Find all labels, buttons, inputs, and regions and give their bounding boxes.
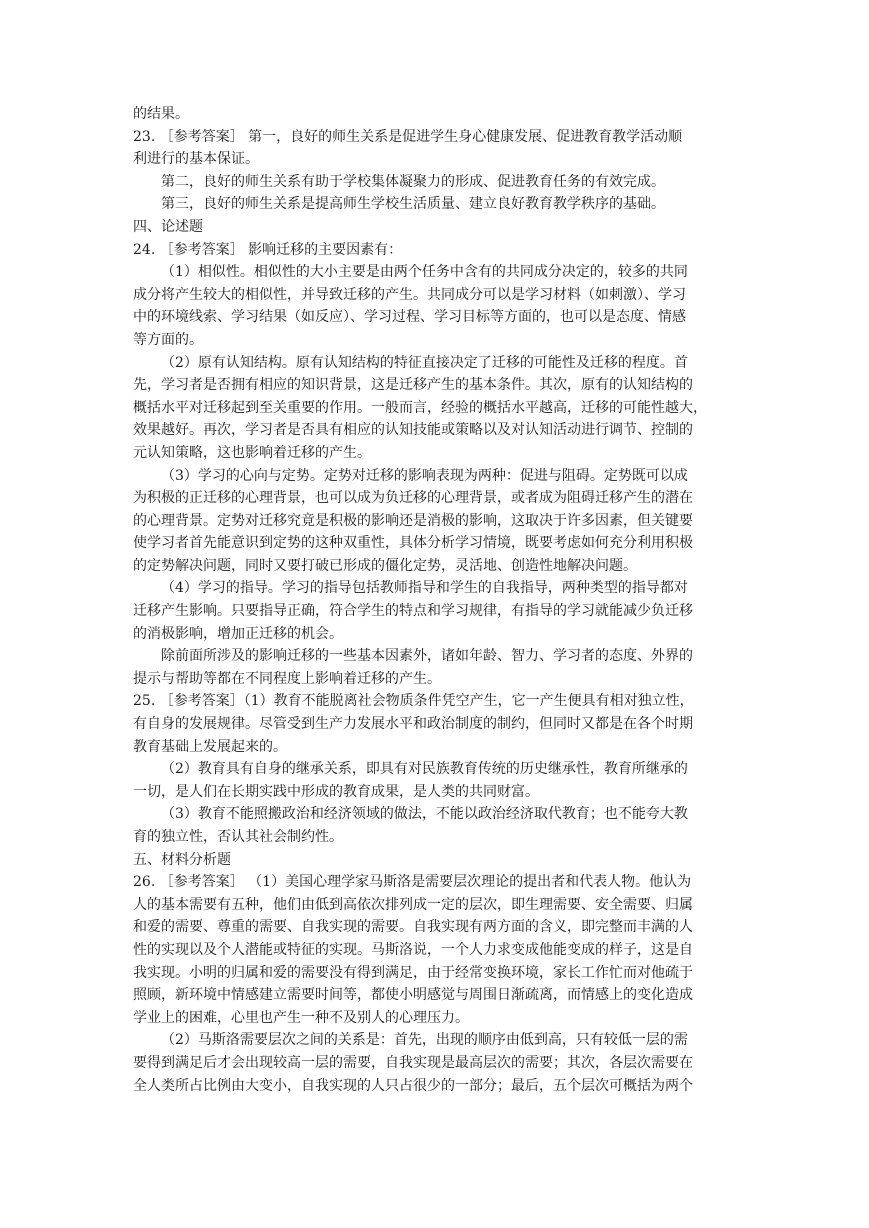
paragraph-line: 全人类所占比例由大变小，自我实现的人只占很少的一部分；最后，五个层次可概括为两个 <box>133 1077 693 1094</box>
paragraph-line: 的定势解决问题，同时又要打破已形成的僵化定势，灵活地、创造性地解决问题。 <box>133 557 637 574</box>
paragraph-line: 和爱的需要、尊重的需要、自我实现的需要。自我实现有两方面的含义，即完整而丰满的人 <box>133 919 693 936</box>
paragraph-line: 元认知策略，这也影响着迁移的产生。 <box>133 444 371 461</box>
section-heading: 四、论述题 <box>133 218 203 235</box>
paragraph <box>133 645 753 690</box>
paragraph-line: （2）教育具有自身的继承关系，即具有对民族教育传统的历史继承性，教育所继承的 <box>161 761 688 778</box>
paragraph-line: 人的基本需要有五种，他们由低到高依次排列成一定的层次，即生理需要、安全需要、归属 <box>133 896 693 913</box>
paragraph-line: 有自身的发展规律。尽管受到生产力发展水平和政治制度的制约，但同时又都是在各个时期 <box>133 716 693 733</box>
paragraph-line: （4）学习的指导。学习的指导包括教师指导和学生的自我指导，两种类型的指导都对 <box>161 580 688 597</box>
paragraph-line: 除前面所涉及的影响迁移的一些基本因素外，诸如年龄、智力、学习者的态度、外界的 <box>161 648 693 665</box>
paragraph-line: 24. ［参考答案］ 影响迁移的主要因素有： <box>133 241 403 258</box>
paragraph-line: 25. ［参考答案］（1）教育不能脱离社会物质条件凭空产生，它一产生便具有相对独立性， <box>133 693 694 710</box>
paragraph <box>133 261 753 351</box>
text-line: 的结果。 <box>133 106 189 122</box>
paragraph-line: 成分将产生较大的相似性，并导致迁移的产生。共同成分可以是学习材料（如刺激）、学习 <box>133 286 686 303</box>
paragraph-line: 的消极影响，增加正迁移的机会。 <box>133 625 343 642</box>
paragraph-line: 利进行的基本保证。 <box>133 151 259 168</box>
paragraph-line: 第三，良好的师生关系是提高师生学校生活质量、建立良好教育教学秩序的基础。 <box>161 196 665 213</box>
paragraph-line: 迁移产生影响。只要指导正确，符合学生的特点和学习规律，有指导的学习就能减少负迁移 <box>133 603 693 620</box>
paragraph-line: 效果越好。再次，学习者是否具有相应的认知技能或策略以及对认知活动进行调节、控制的 <box>133 422 693 439</box>
paragraph-line: 26. ［参考答案］ （1）美国心理学家马斯洛是需要层次理论的提出者和代表人物。他认为 <box>133 874 692 891</box>
paragraph-line: 我实现。小明的归属和爱的需要没有得到满足，由于经常变换环境，家长工作忙而对他疏于 <box>133 964 693 981</box>
paragraph-line: （3）教育不能照搬政治和经济领域的做法，不能以政治经济取代教育；也不能夸大教 <box>161 806 688 823</box>
paragraph <box>133 352 753 465</box>
paragraph-line: 先，学习者是否拥有相应的知识背景，这是迁移产生的基本条件。其次，原有的认知结构的 <box>133 377 693 394</box>
paragraph <box>133 239 753 262</box>
paragraph <box>133 577 753 645</box>
paragraph-line: 第二，良好的师生关系有助于学校集体凝聚力的形成、促进教育任务的有效完成。 <box>161 173 665 190</box>
document-page <box>133 103 753 1097</box>
paragraph <box>133 126 753 171</box>
paragraph <box>133 171 753 194</box>
paragraph <box>133 871 753 1029</box>
paragraph-line: 中的环境线索、学习结果（如反应）、学习过程、学习目标等方面的，也可以是态度、情感 <box>133 309 686 326</box>
paragraph-line: 23. ［参考答案］ 第一，良好的师生关系是促进学生身心健康发展、促进教育教学活动顺 <box>133 128 683 145</box>
paragraph-line: 性的实现以及个人潜能或特征的实现。马斯洛说，一个人力求变成他能变成的样子，这是自 <box>133 941 693 958</box>
paragraph <box>133 465 753 578</box>
paragraph-line: 一切，是人们在长期实践中形成的教育成果，是人类的共同财富。 <box>133 783 539 800</box>
paragraph <box>133 690 753 758</box>
paragraph-line: 使学习者首先能意识到定势的这种双重性，具体分析学习情境，既要考虑如何充分利用积极 <box>133 535 693 552</box>
paragraph-line: 照顾，新环境中情感建立需要时间等，都使小明感觉与周围日渐疏离，而情感上的变化造成 <box>133 987 693 1004</box>
section-heading: 五、材料分析题 <box>133 851 231 868</box>
paragraph <box>133 1029 753 1097</box>
paragraph-line: （2）马斯洛需要层次之间的关系是：首先，出现的顺序由低到高，只有较低一层的需 <box>161 1032 688 1049</box>
paragraph-line: 要得到满足后才会出现较高一层的需要，自我实现是最高层次的需要；其次，各层次需要在 <box>133 1054 693 1071</box>
paragraph-line: 等方面的。 <box>133 331 203 348</box>
paragraph <box>133 803 753 848</box>
paragraph-line: （2）原有认知结构。原有认知结构的特征直接决定了迁移的可能性及迁移的程度。首 <box>161 354 688 371</box>
paragraph-line: 教育基础上发展起来的。 <box>133 738 287 755</box>
paragraph-line: （3）学习的心向与定势。定势对迁移的影响表现为两种：促进与阻碍。定势既可以成 <box>161 467 688 484</box>
paragraph <box>133 758 753 803</box>
paragraph-line: 学业上的困难，心里也产生一种不及别人的心理压力。 <box>133 1009 469 1026</box>
paragraph-line: 提示与帮助等都在不同程度上影响着迁移的产生。 <box>133 670 441 687</box>
paragraph <box>133 193 753 216</box>
paragraph-line: 育的独立性，否认其社会制约性。 <box>133 829 343 845</box>
paragraph-line: 概括水平对迁移起到至关重要的作用。一般而言，经验的概括水平越高，迁移的可能性越大， <box>133 399 707 416</box>
paragraph-line: 为积极的正迁移的心理背景，也可以成为负迁移的心理背景，或者成为阻碍迁移产生的潜在 <box>133 490 693 507</box>
paragraph-line: 的心理背景。定势对迁移究竟是积极的影响还是消极的影响，这取决于许多因素，但关键要 <box>133 512 693 529</box>
paragraph-line: （1）相似性。相似性的大小主要是由两个任务中含有的共同成分决定的，较多的共同 <box>161 264 688 281</box>
